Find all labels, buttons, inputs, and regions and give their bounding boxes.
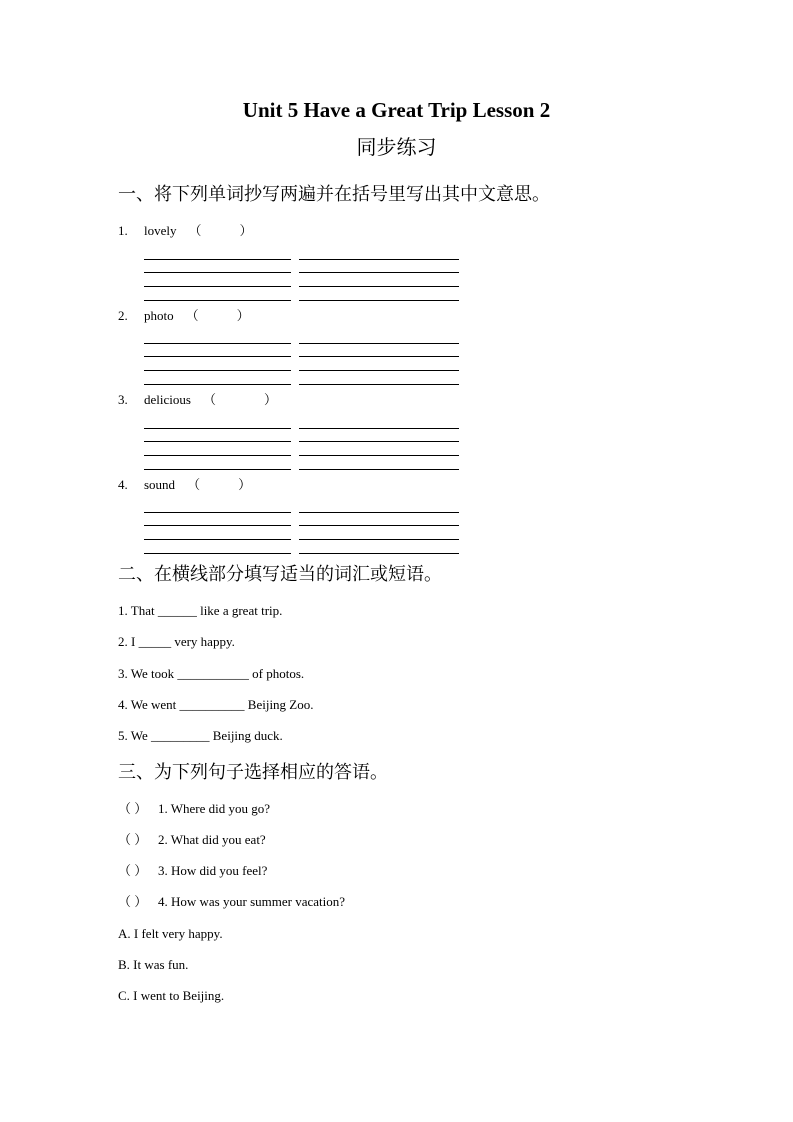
question-row [118, 831, 266, 849]
section-2-heading: 二、在横线部分填写适当的词汇或短语。 [118, 564, 442, 585]
question-row [118, 800, 270, 818]
question-text: 2. What did you eat? [158, 832, 266, 847]
copy-line[interactable] [144, 286, 291, 287]
copy-line[interactable] [144, 300, 291, 301]
copy-line[interactable] [144, 455, 291, 456]
copy-line[interactable] [144, 384, 291, 385]
word-item-sound [118, 476, 251, 494]
copy-line[interactable] [299, 428, 459, 429]
copy-line[interactable] [299, 343, 459, 344]
fill-sentence[interactable]: 3. We took ___________ of photos. [118, 666, 305, 681]
meaning-blank[interactable]: （ ） [202, 392, 277, 407]
copy-line[interactable] [299, 384, 459, 385]
fill-sentence[interactable]: 2. I _____ very happy. [118, 634, 235, 649]
answer-option-c: C. I went to Beijing. [118, 988, 225, 1003]
copy-line[interactable] [144, 259, 291, 260]
question-row [118, 862, 267, 880]
question-text: 1. Where did you go? [158, 801, 271, 816]
page-subtitle: 同步练习 [356, 135, 437, 159]
copy-line[interactable] [144, 356, 291, 357]
question-row [118, 893, 345, 911]
copy-line[interactable] [144, 343, 291, 344]
answer-option-b: B. It was fun. [118, 957, 189, 972]
answer-option-a: A. I felt very happy. [118, 926, 223, 941]
copy-line[interactable] [144, 428, 291, 429]
fill-sentence[interactable]: 1. That ______ like a great trip. [118, 603, 283, 618]
copy-line[interactable] [144, 441, 291, 442]
copy-line[interactable] [299, 286, 459, 287]
word-item-delicious [118, 391, 277, 409]
copy-line[interactable] [299, 370, 459, 371]
item-number: 3. [118, 392, 128, 407]
fill-sentence[interactable]: 5. We _________ Beijing duck. [118, 728, 283, 743]
meaning-blank[interactable]: （ ） [185, 308, 250, 323]
copy-line[interactable] [299, 525, 459, 526]
copy-line[interactable] [299, 539, 459, 540]
copy-line[interactable] [299, 441, 459, 442]
copy-line[interactable] [299, 259, 459, 260]
copy-line[interactable] [144, 525, 291, 526]
answer-blank[interactable]: （ ） [118, 832, 148, 847]
copy-line[interactable] [299, 553, 459, 554]
word-text: lovely [144, 223, 177, 238]
copy-line[interactable] [144, 539, 291, 540]
word-item-lovely [118, 222, 253, 240]
copy-line[interactable] [299, 300, 459, 301]
meaning-blank[interactable]: （ ） [188, 223, 253, 238]
copy-line[interactable] [144, 370, 291, 371]
item-number: 2. [118, 308, 128, 323]
page-title: Unit 5 Have a Great Trip Lesson 2 [242, 98, 551, 122]
word-item-photo [118, 307, 250, 325]
word-text: sound [144, 477, 176, 492]
answer-blank[interactable]: （ ） [118, 894, 148, 909]
copy-line[interactable] [144, 469, 291, 470]
question-text: 4. How was your summer vacation? [158, 894, 346, 909]
section-1-heading: 一、将下列单词抄写两遍并在括号里写出其中文意思。 [118, 184, 550, 205]
item-number: 1. [118, 223, 128, 238]
section-3-heading: 三、为下列句子选择相应的答语。 [118, 762, 388, 783]
answer-blank[interactable]: （ ） [118, 801, 148, 816]
copy-line[interactable] [144, 553, 291, 554]
word-text: photo [144, 308, 174, 323]
copy-line[interactable] [144, 272, 291, 273]
question-text: 3. How did you feel? [158, 863, 268, 878]
copy-line[interactable] [299, 455, 459, 456]
word-text: delicious [144, 392, 191, 407]
meaning-blank[interactable]: （ ） [187, 477, 252, 492]
copy-line[interactable] [299, 356, 459, 357]
copy-line[interactable] [144, 512, 291, 513]
item-number: 4. [118, 477, 128, 492]
fill-sentence[interactable]: 4. We went __________ Beijing Zoo. [118, 697, 314, 712]
copy-line[interactable] [299, 512, 459, 513]
answer-blank[interactable]: （ ） [118, 863, 148, 878]
copy-line[interactable] [299, 272, 459, 273]
copy-line[interactable] [299, 469, 459, 470]
